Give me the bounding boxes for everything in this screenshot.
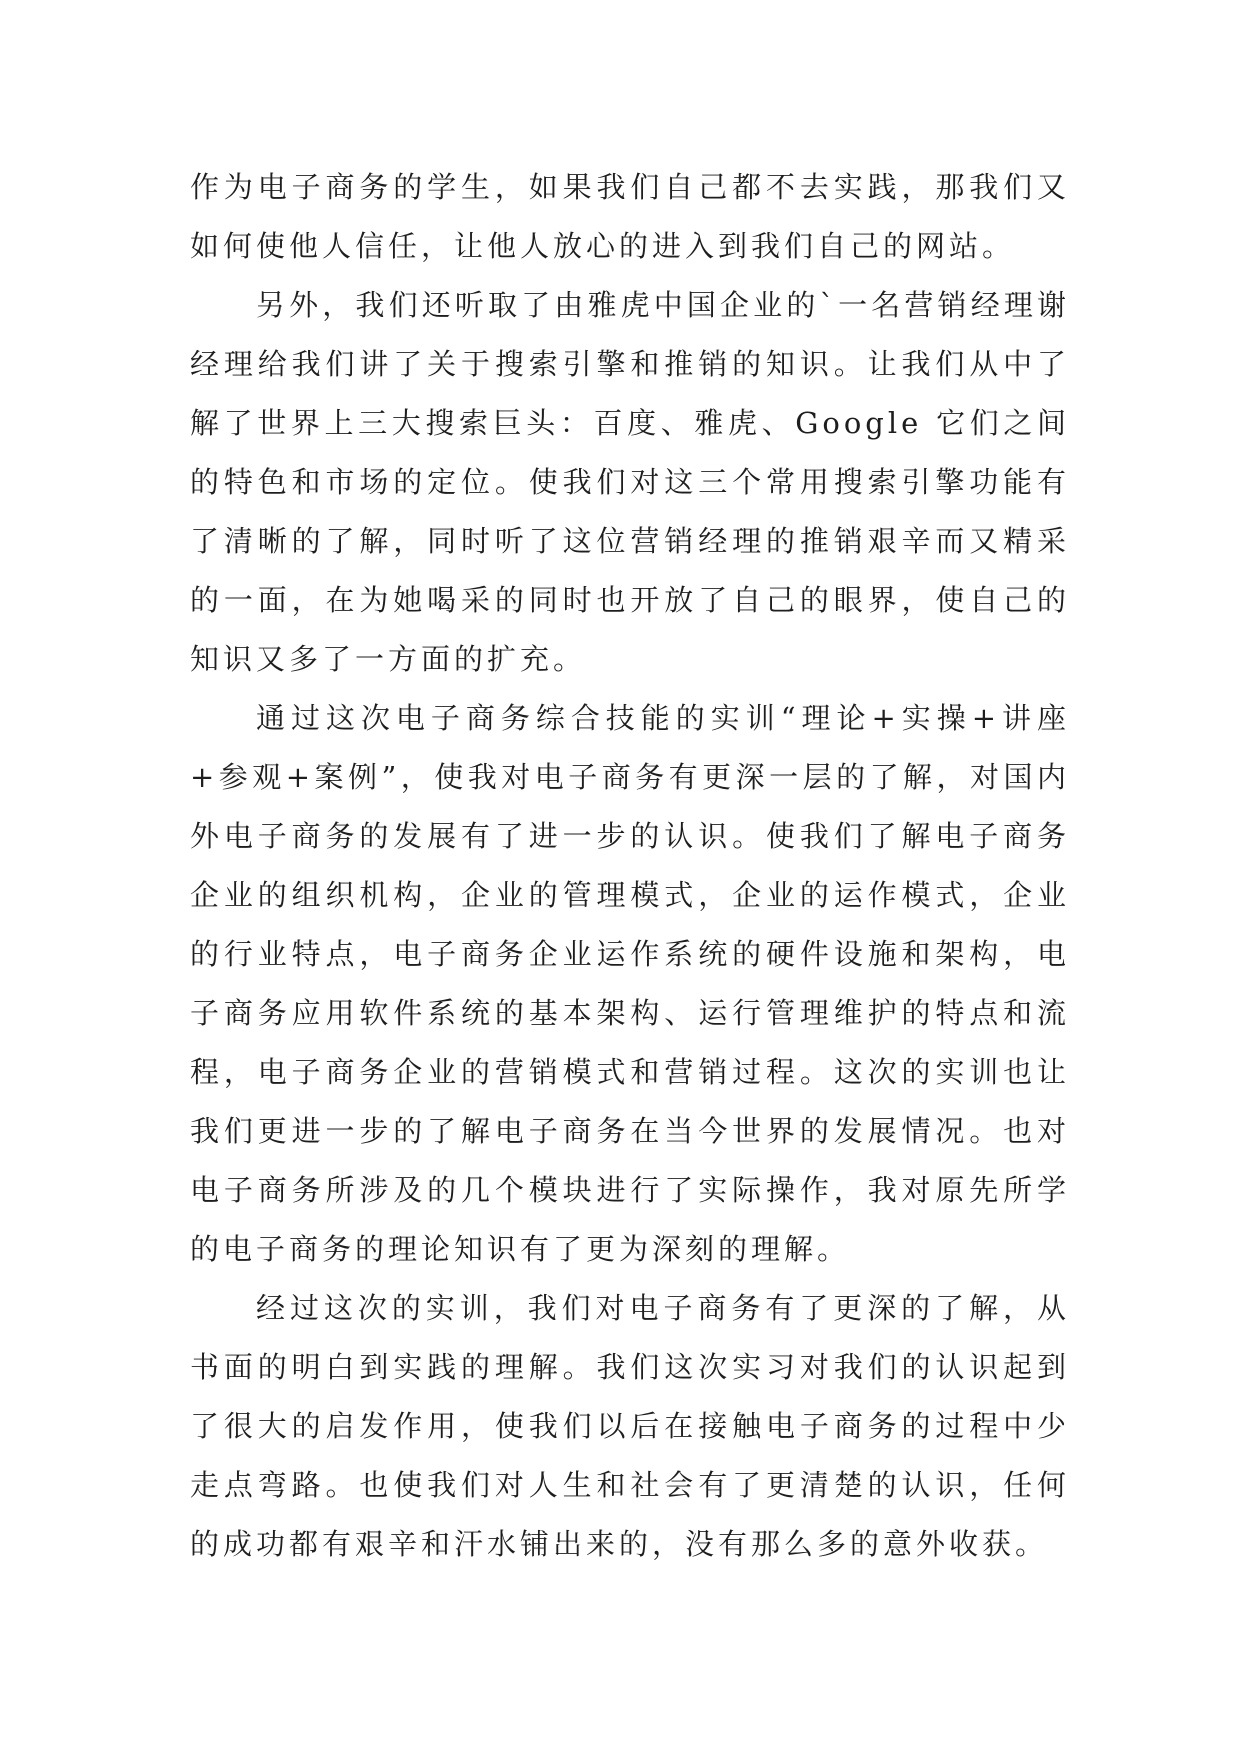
paragraph-4: 经过这次的实训，我们对电子商务有了更深的了解，从书面的明白到实践的理解。我们这次实习对我们的认识起到了很大的启发作用，使我们以后在接触电子商务的过程中少走点弯路。也使我们对人生和社会有了更清楚的认识，任何的成功都有艰辛和汗水铺出来的，没有那么多的意外收获。 [190, 1291, 1070, 1561]
paragraph-3: 通过这次电子商务综合技能的实训“理论+实操+讲座+参观+案例”，使我对电子商务有更深一层的了解，对国内外电子商务的发展有了进一步的认识。使我们了解电子商务企业的组织机构，企业的管理模式，企业的运作模式，企业的行业特点，电子商务企业运作系统的硬件设施和架构，电子商务应用软件系统的基本架构、运行管理维护的特点和流程，电子商务企业的营销模式和营销过程。这次的实训也让我们更进一步的了解电子商务在当今世界的发展情况。也对电子商务所涉及的几个模块进行了实际操作，我对原先所学的电子商务的理论知识有了更为深刻的理解。 [190, 701, 1070, 1266]
paragraph-1: 作为电子商务的学生，如果我们自己都不去实践，那我们又如何使他人信任，让他人放心的进入到我们自己的网站。 [190, 170, 1070, 263]
document-body [190, 158, 1070, 1574]
paragraph-2: 另外，我们还听取了由雅虎中国企业的`一名营销经理谢经理给我们讲了关于搜索引擎和推销的知识。让我们从中了解了世界上三大搜索巨头：百度、雅虎、Google 它们之间的特色和市场的定位。使我们对这三个常用搜索引擎功能有了清晰的了解，同时听了这位营销经理的推销艰辛而又精采的一面，在为她喝采的同时也开放了自己的眼界，使自己的知识又多了一方面的扩充。 [190, 288, 1070, 676]
